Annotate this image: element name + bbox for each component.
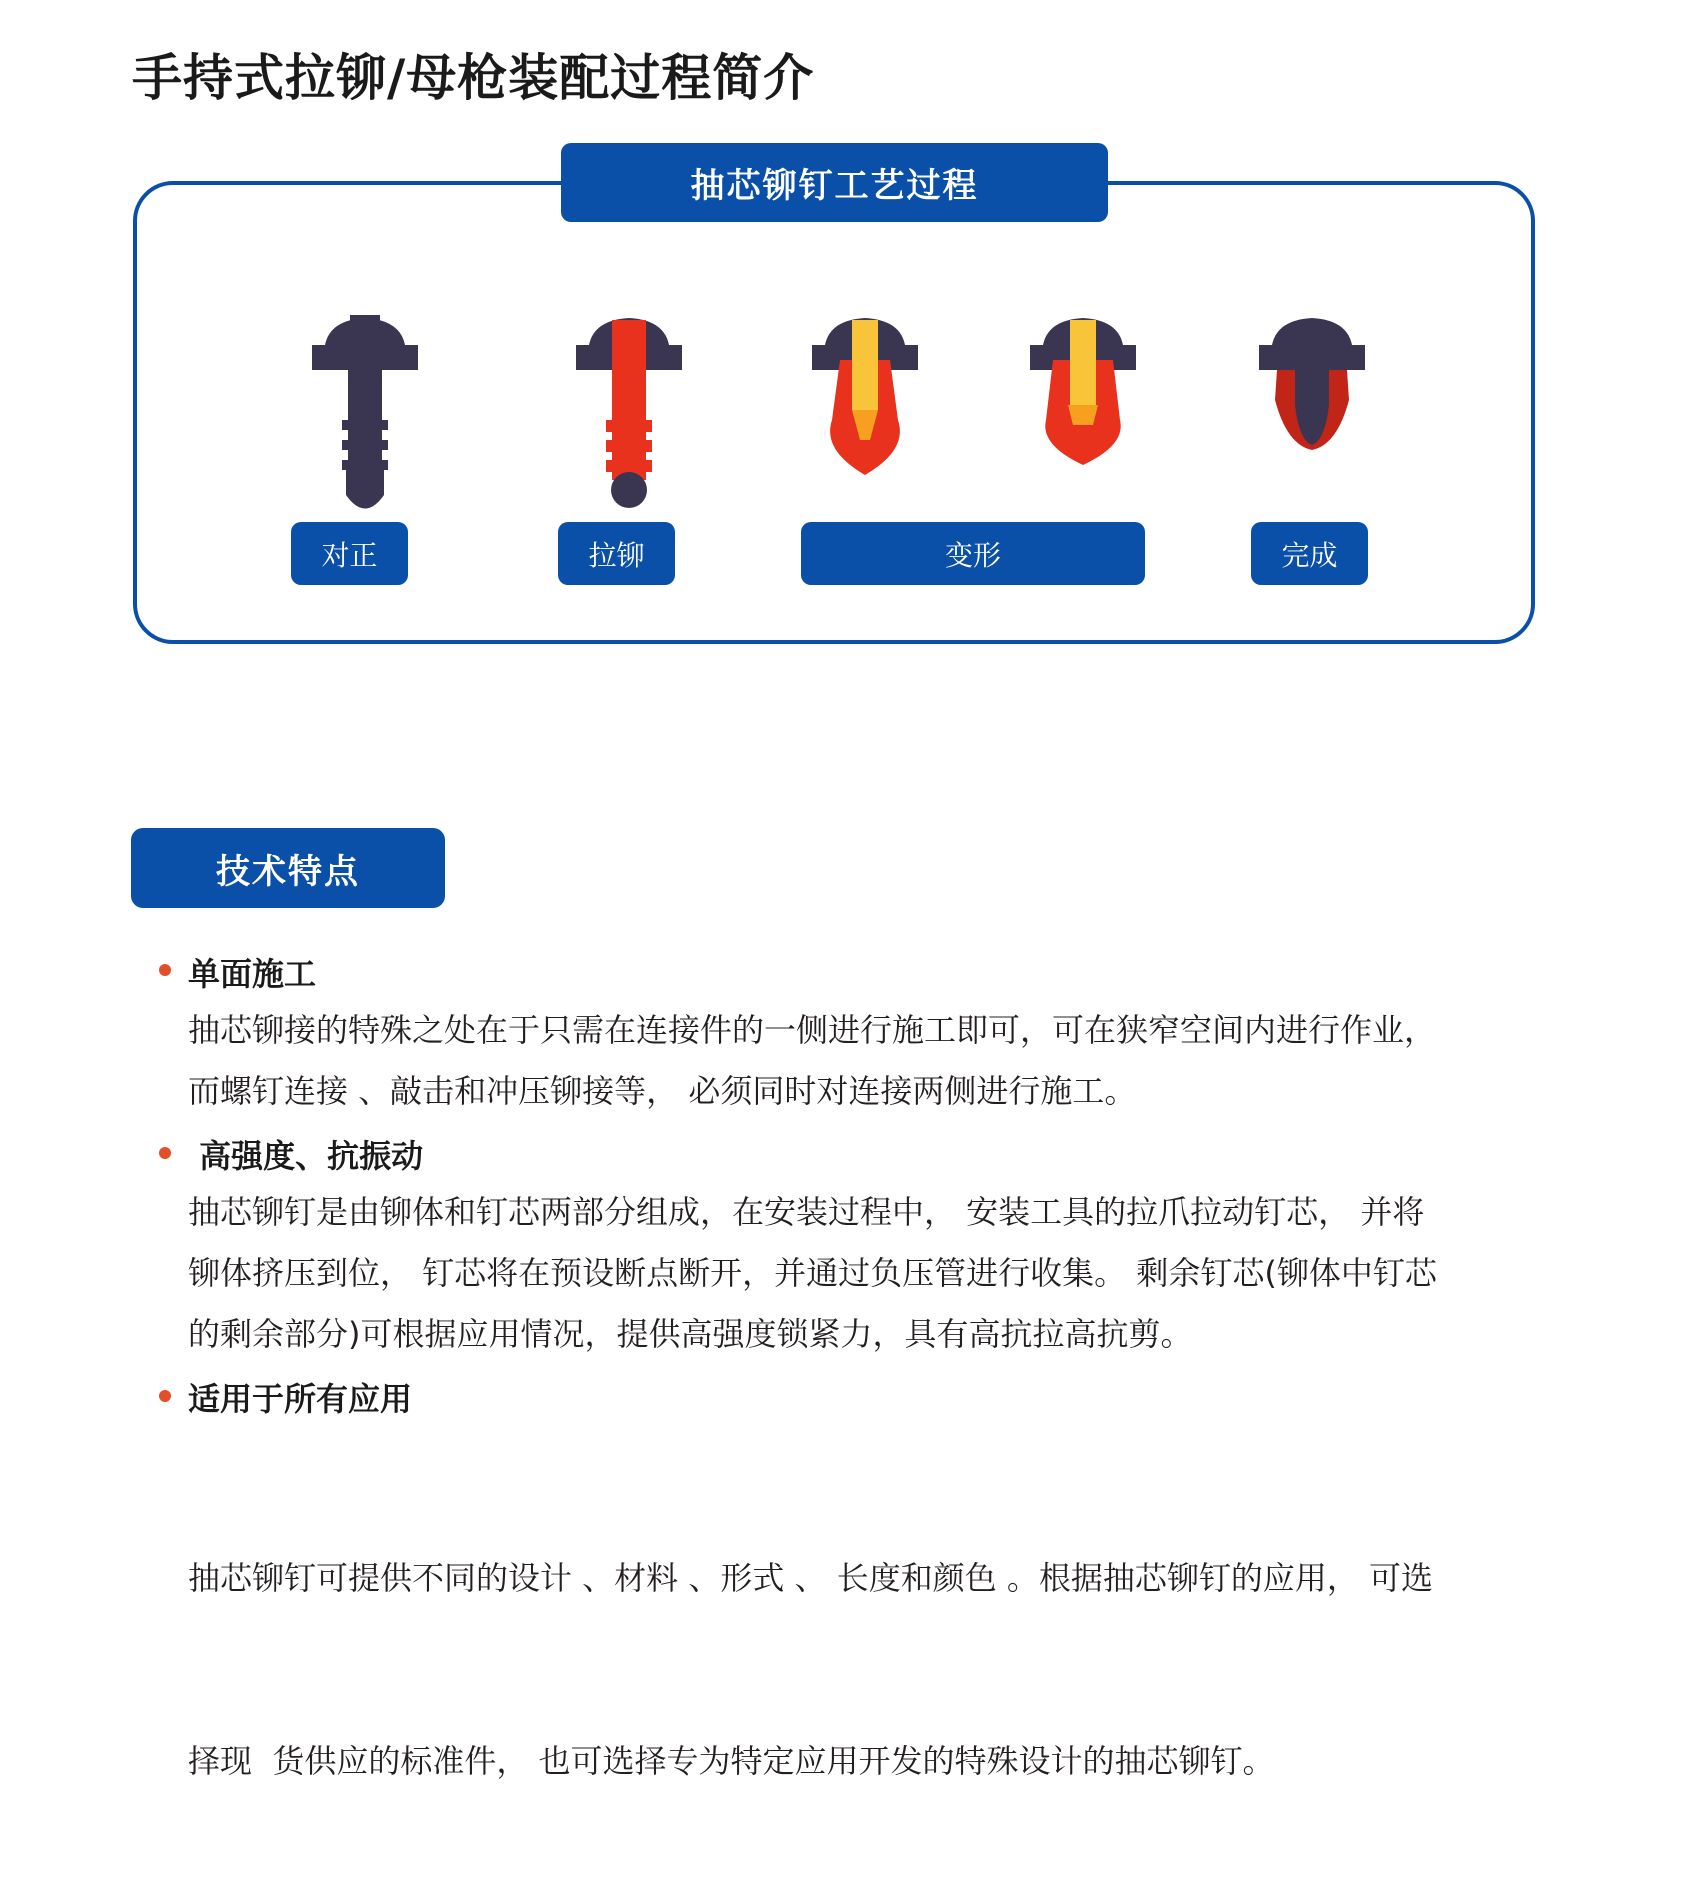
rivet-aligned-image — [290, 300, 440, 530]
stage-label-pull: 拉铆 — [558, 522, 675, 585]
feature-title-single-side: 单面施工 — [188, 955, 317, 993]
text-line: 铆体挤压到位， 钉芯将在预设断点断开，并通过负压管进行收集。 剩余钉芯(铆体中钉芯 — [188, 1254, 1437, 1292]
stage-label-complete: 完成 — [1251, 522, 1368, 585]
feature-body-all-applications — [188, 1426, 1548, 1853]
features-header: 技术特点 — [131, 828, 445, 908]
feature-body-single-side — [188, 1000, 1548, 1122]
rivet-complete-image — [1237, 300, 1387, 530]
text-line: 择现 货供应的标准件， 也可选择专为特定应用开发的特殊设计的抽芯铆钉。 — [188, 1742, 1275, 1780]
feature-title-all-applications: 适用于所有应用 — [188, 1380, 413, 1418]
feature-body-high-strength — [188, 1182, 1548, 1365]
feature-title-high-strength: 高强度、抗振动 — [188, 1137, 424, 1175]
rivet-deforming-image-2 — [1008, 300, 1158, 530]
bullet-icon — [159, 964, 171, 976]
process-header: 抽芯铆钉工艺过程 — [561, 143, 1108, 222]
text-line: 的剩余部分)可根据应用情况，提供高强度锁紧力，具有高抗拉高抗剪。 — [188, 1315, 1193, 1353]
stage-label-deform: 变形 — [801, 522, 1145, 585]
text-line: 抽芯铆钉是由铆体和钉芯两部分组成，在安装过程中， 安装工具的拉爪拉动钉芯， 并将 — [188, 1193, 1425, 1231]
text-line: 抽芯铆钉可提供不同的设计 、材料 、形式 、 长度和颜色 。根据抽芯铆钉的应用， 可选 — [188, 1559, 1434, 1597]
bullet-icon — [159, 1147, 171, 1159]
text-line: 而螺钉连接 、敲击和冲压铆接等， 必须同时对连接两侧进行施工。 — [188, 1072, 1137, 1110]
page-title: 手持式拉铆/母枪装配过程简介 — [132, 49, 815, 107]
stage-label-align: 对正 — [291, 522, 408, 585]
text-line: 抽芯铆接的特殊之处在于只需在连接件的一侧进行施工即可，可在狭窄空间内进行作业， — [188, 1011, 1437, 1049]
rivet-deforming-image-1 — [790, 300, 940, 530]
rivet-pulling-image — [554, 300, 704, 530]
bullet-icon — [159, 1390, 171, 1402]
